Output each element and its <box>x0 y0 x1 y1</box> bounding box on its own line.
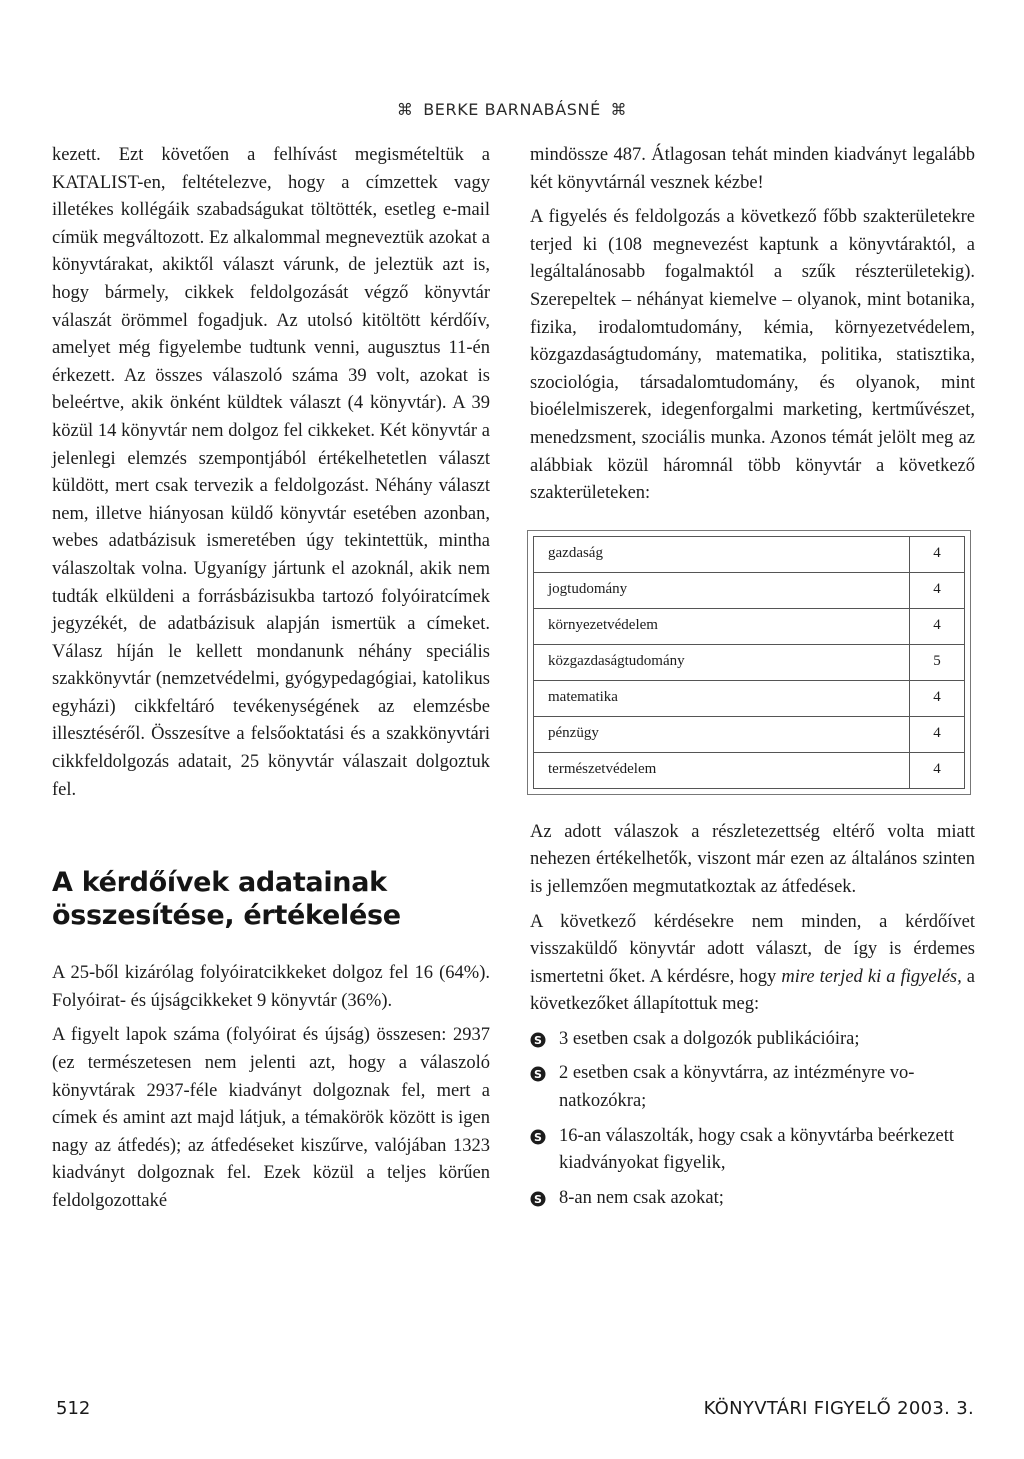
field-cell: természetvédelem <box>534 752 910 788</box>
table-row <box>534 752 965 788</box>
svg-text:S: S <box>534 1068 542 1082</box>
list-item <box>530 1123 975 1178</box>
page-number: 512 <box>56 1398 91 1419</box>
author-name: BERKE BARNABÁSNÉ <box>423 100 601 119</box>
count-cell: 5 <box>910 644 965 680</box>
question-paragraph <box>530 909 975 1019</box>
svg-text:S: S <box>534 1033 542 1047</box>
table-row <box>534 608 965 644</box>
table-row <box>534 572 965 608</box>
svg-text:S: S <box>534 1192 542 1206</box>
question-outro: a következőket állapítottuk meg: <box>530 966 976 1015</box>
circled-s-bullet-icon <box>530 1191 546 1207</box>
table-row <box>534 716 965 752</box>
body-paragraph: kezett. Ezt követően a felhívást megismételtük a KATALIST-en, feltételezve, hogy a címzettek vagy illetékes kollégáik szabadságukat töltötték, esetleg e-mail címük megváltozott. Ez alkalommal megneveztük azokat a könyvtárakat, akiktől választ várunk, de jeleztük azt is, hogy bármely, cikkek feldolgozását végző könyvtár válaszát örömmel fogadjuk. Az utolsó kitöltött kérdőív, amelyet még figyelembe tudtunk venni, augusztus 11-én érkezett. Az összes válaszoló száma 39 volt, azokat is beleértve, akik önként küldtek választ (4 könyvtár). A 39 közül 14 könyvtár nem dolgoz fel cikkeket. Két könyvtár a jelenlegi elemzés szempontjából értékelhetetlen választ küldött, mert csak tervezik a feldolgozást. Néhány választ nem, illetve hiányosan küldő könyvtár esetében azonban, webes adatbázisuk ismeretében úgy tekintettük, mintha válaszoltak volna. Ugyanígy jártunk el azoknál, akik nem tudták elküldeni a forrásbázisukba tartozó folyóiratcímek jegyzékét, de adatbázisuk alapján ismertük a címeket. Válasz híján le kellett mondanunk néhány speciális szakkönyvtár (nemzetvédelmi, gyógypedagógiai, katolikus egyházi) cikkfeltáró tevékenységének az elemzésbe illesztéséről. Összesítve a felsőoktatási és a szakkönyvtári cikkfeldolgozás adatait, 25 könyvtár válaszait dolgoztuk fel. <box>52 145 490 800</box>
field-cell: gazdaság <box>534 536 910 572</box>
body-paragraph: A figyelt lapok száma (folyóirat és újság) összesen: 2937 (ez természetesen nem jelenti azt, hogy a válaszoló könyvtárak 2937-féle kiadványt dolgoznak fel, mert a címek és amint azt majd látjuk, a témakörök között is igen nagy az átfedés); az átfedéseket kiszűrve, valójában 1323 kiadványt dolgoznak fel. Ezek közül a teljes körűen feldolgozottaké <box>52 1025 490 1211</box>
list-item-text: 3 esetben csak a dolgozók publikációira; <box>559 1028 860 1049</box>
count-cell: 4 <box>910 752 965 788</box>
svg-text:S: S <box>534 1130 542 1144</box>
field-cell: pénzügy <box>534 716 910 752</box>
field-cell: matematika <box>534 680 910 716</box>
question-emphasis: mire terjed ki a figyelés, <box>781 966 962 987</box>
journal-issue: KÖNYVTÁRI FIGYELŐ 2003. 3. <box>703 1398 974 1419</box>
list-item <box>530 1026 975 1054</box>
body-paragraph: mindössze 487. Átlagosan tehát minden kiadványt legalább két könyvtárnál vesznek kézbe! <box>530 145 975 193</box>
circled-s-bullet-icon <box>530 1129 546 1145</box>
body-paragraph: Az adott válaszok a részletezettség eltérő volta miatt nehezen értékelhetők, viszont már ezen az általános szinten is jellemzően megmutatkoztak az átfedések. <box>530 821 975 897</box>
list-item <box>530 1185 975 1213</box>
table-row <box>534 536 965 572</box>
list-item-text: 16-an válaszolták, hogy csak a könyvtárba beérkezett kiadványokat figyelik, <box>559 1125 955 1174</box>
count-cell: 4 <box>910 572 965 608</box>
circled-s-bullet-icon <box>530 1032 546 1048</box>
section-heading: A kérdőívek adatainak összesítése, értékelése <box>52 867 401 932</box>
field-cell: környezetvédelem <box>534 608 910 644</box>
left-column <box>52 142 490 1216</box>
table-row <box>534 680 965 716</box>
count-cell: 4 <box>910 716 965 752</box>
answer-list <box>530 1026 975 1213</box>
right-column <box>530 142 975 1219</box>
body-paragraph: A 25-ből kizárólag folyóiratcikkeket dolgoz fel 16 (64%). Folyóirat- és újságcikkeket 9 könyvtár (36%). <box>52 963 490 1011</box>
question-intro: A következő kérdésekre nem minden, a kérdőívet visszaküldő könyvtár adott választ, de így is érdemes ismertetni őket. A kérdésre, hogy <box>530 911 975 987</box>
count-cell: 4 <box>910 608 965 644</box>
table-row <box>534 644 965 680</box>
clover-ornament-icon: ⌘ <box>396 100 414 119</box>
body-paragraph: A figyelés és feldolgozás a következő főbb szakterületekre terjed ki (108 megnevezést kaptunk a könyvtáraktól, a legáltalánosabb fogalmaktól a szűk részterületekig). Szerepeltek – néhányat kiemelve – olyanok, mint botanika, fizika, irodalomtudomány, kémia, környezetvédelem, közgazdaságtudomány, matematika, politika, statisztika, szociológia, társadalomtudomány, és olyanok, mint bioélelmiszerek, idegenforgalmi marketing, kertművészet, menedzsment, szociális munka. Azonos témát jelölt meg az alábbiak közül háromnál több könyvtár a következő szakterületeken: <box>530 207 975 504</box>
count-cell: 4 <box>910 680 965 716</box>
clover-ornament-icon: ⌘ <box>610 100 628 119</box>
subject-field-table <box>533 536 965 789</box>
list-item-text: 2 esetben csak a könyvtárra, az intézményre vonatkozókra; <box>559 1063 915 1112</box>
field-cell: közgazdaságtudomány <box>534 644 910 680</box>
list-item <box>530 1060 975 1115</box>
field-cell: jogtudomány <box>534 572 910 608</box>
count-cell: 4 <box>910 536 965 572</box>
list-item-text: 8-an nem csak azokat; <box>559 1187 724 1208</box>
running-header <box>0 100 1024 119</box>
circled-s-bullet-icon <box>530 1066 546 1082</box>
